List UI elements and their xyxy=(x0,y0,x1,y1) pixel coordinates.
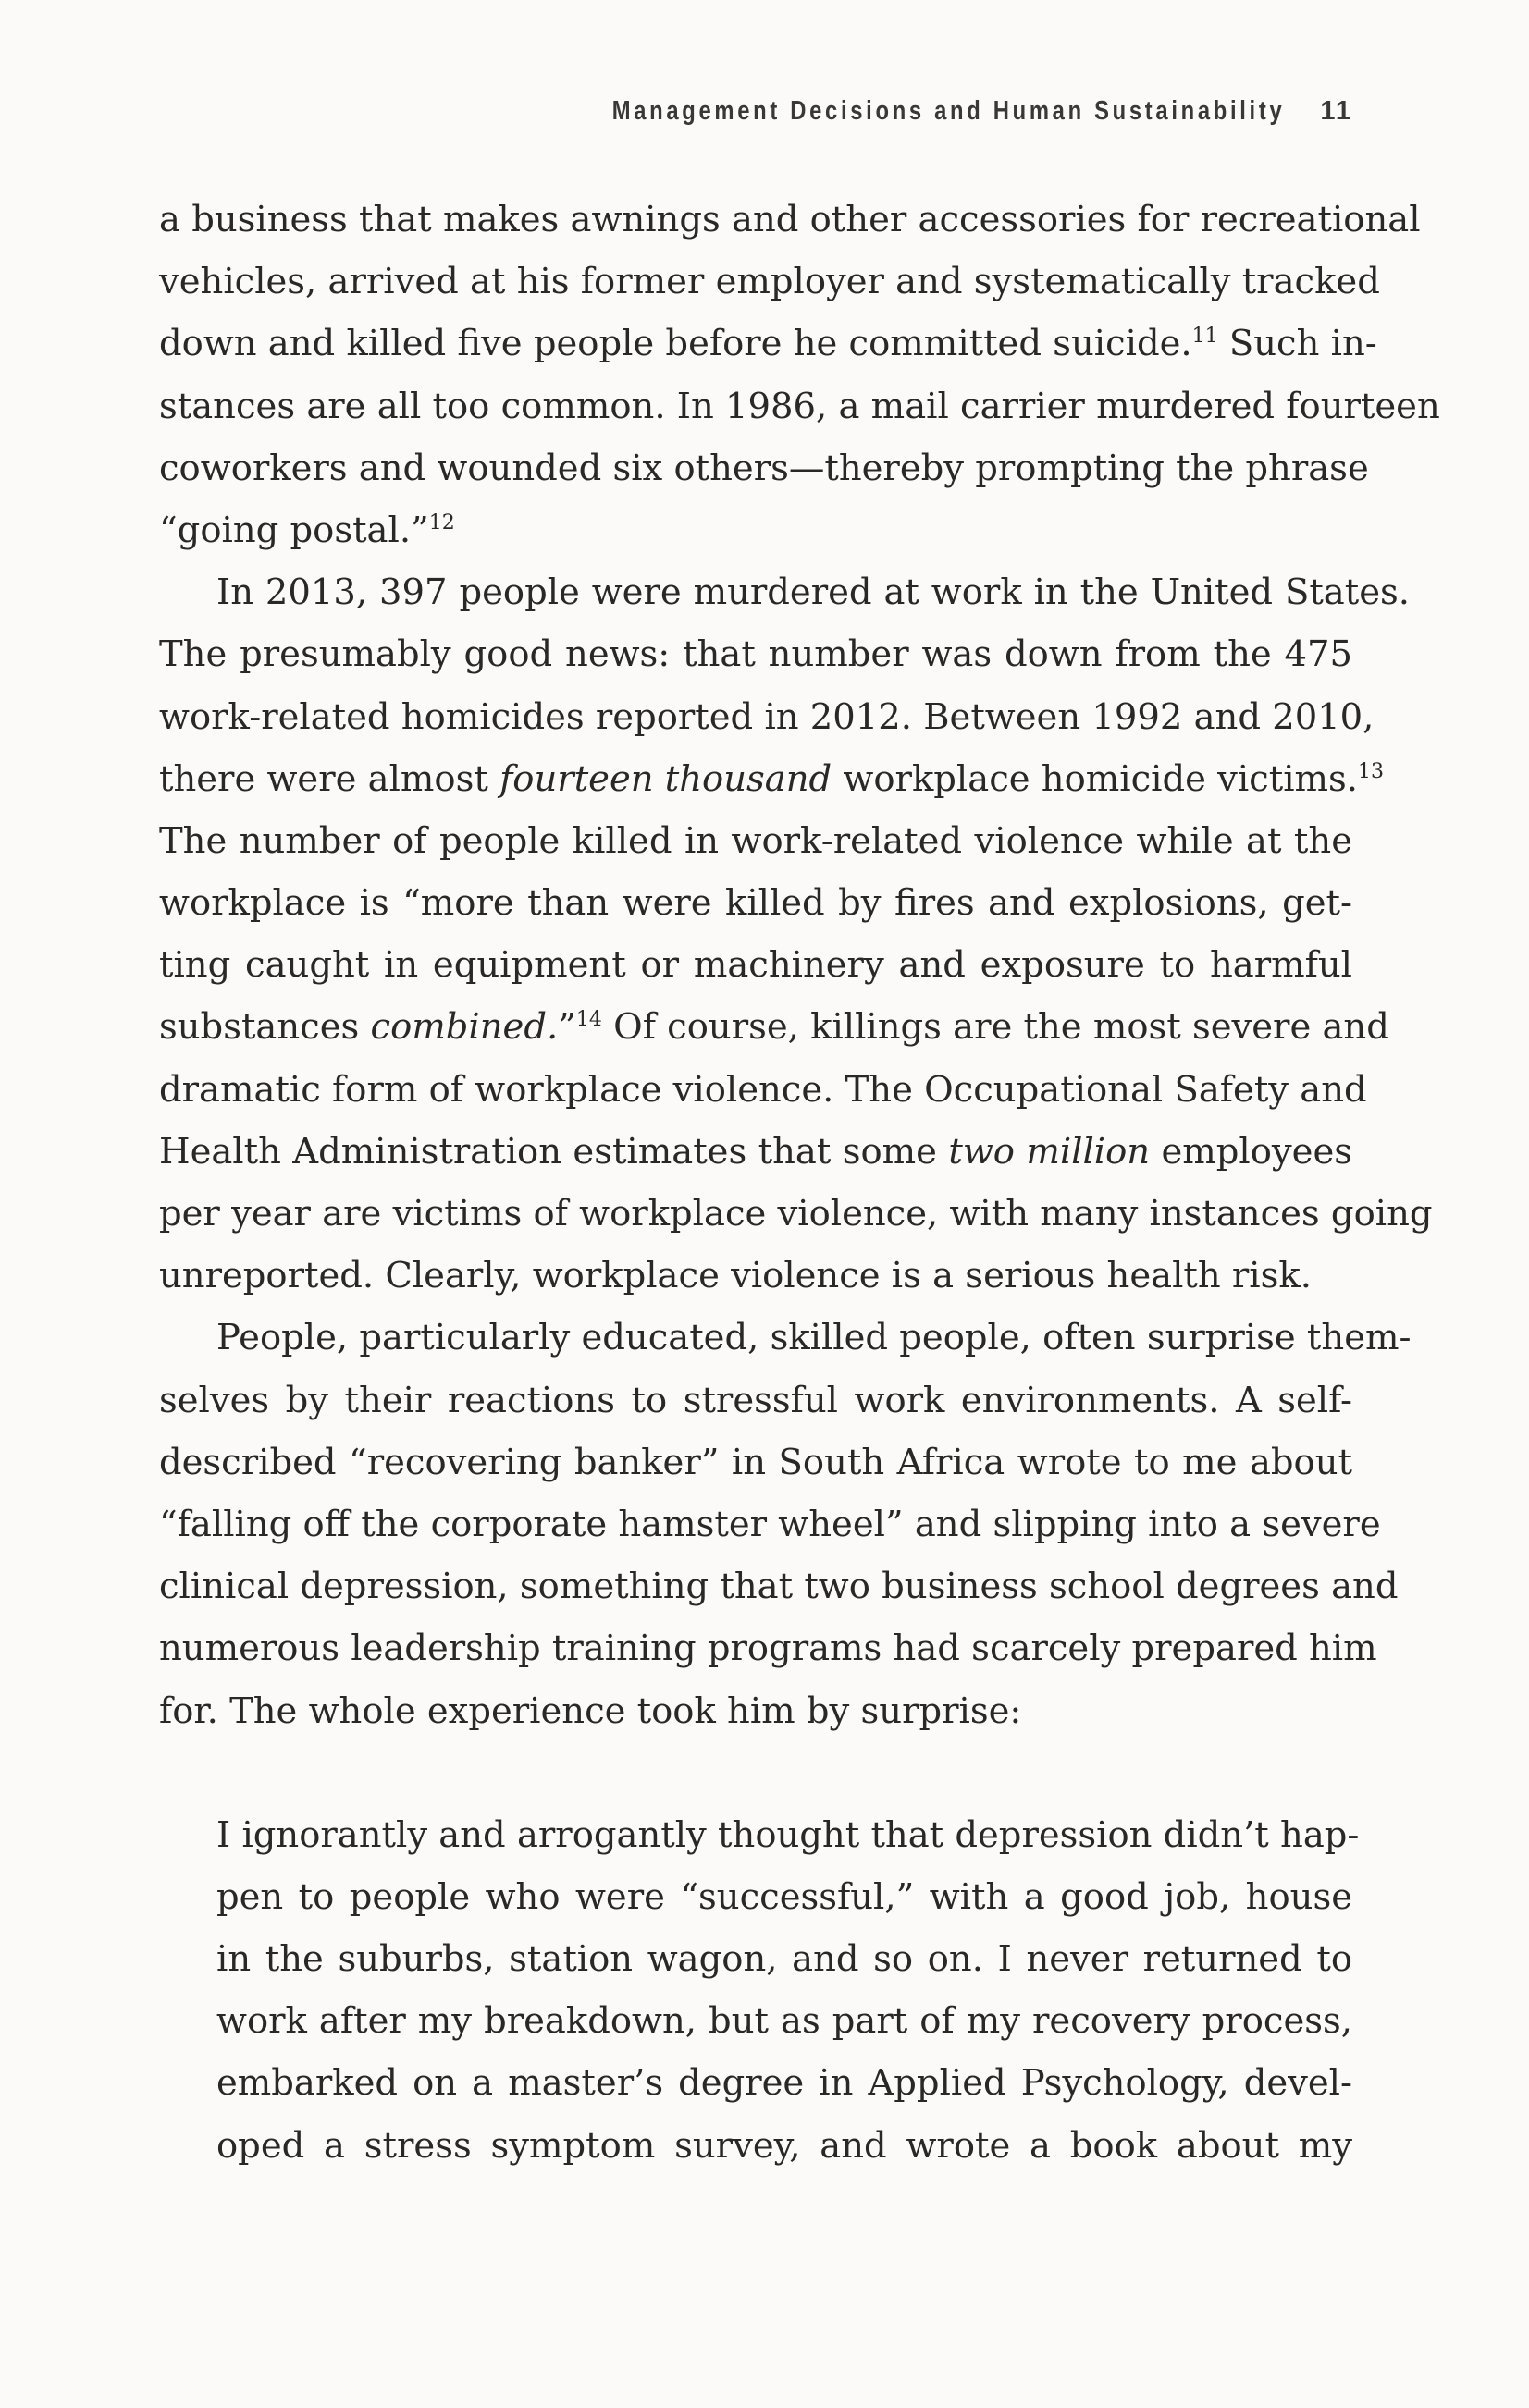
text-line xyxy=(159,623,1352,685)
text-line xyxy=(216,1804,1360,1866)
footnote-marker: 13 xyxy=(1358,759,1385,783)
text-line xyxy=(159,561,1410,623)
text-run: workplace is “more than were killed by fires and explosions, get- xyxy=(159,882,1352,925)
text-line xyxy=(159,686,1375,748)
text-line xyxy=(216,1928,1352,1990)
text-line xyxy=(159,934,1352,996)
paragraph xyxy=(159,189,1440,561)
text-run: workplace homicide victims. xyxy=(832,757,1359,800)
text-run: for. The whole experience took him by surprise: xyxy=(159,1689,1022,1732)
text-line xyxy=(159,810,1352,872)
text-run: clinical depression, something that two business school degrees and xyxy=(159,1566,1399,1608)
paragraph xyxy=(159,561,1433,1307)
text-run: in the suburbs, station wagon, and so on. I never returned to xyxy=(216,1938,1352,1981)
text-line xyxy=(159,1617,1377,1679)
text-run: The number of people killed in work-related violence while at the xyxy=(159,819,1352,862)
text-line xyxy=(159,872,1352,934)
text-line xyxy=(159,748,1385,810)
text-line xyxy=(159,499,1352,561)
text-run: Of course, killings are the most severe and xyxy=(601,1006,1389,1049)
text-run: stances are all too common. In 1986, a mail carrier murdered fourteen xyxy=(159,385,1440,427)
text-run: “going postal.” xyxy=(159,509,429,551)
text-run: coworkers and wounded six others—thereby prompting the phrase xyxy=(159,447,1369,489)
text-line xyxy=(159,1370,1352,1431)
text-run: work-related homicides reported in 2012. Between 1992 and 2010, xyxy=(159,695,1375,738)
text-line xyxy=(159,1680,1352,1742)
text-run: described “recovering banker” in South Africa wrote to me about xyxy=(159,1441,1352,1483)
text-run: substances xyxy=(159,1006,371,1049)
text-run: The presumably good news: that number was down from the 475 xyxy=(159,633,1352,676)
text-line xyxy=(159,313,1377,375)
text-line xyxy=(216,1990,1352,2052)
footnote-marker: 11 xyxy=(1191,325,1218,349)
text-run: work after my breakdown, but as part of my recovery process, xyxy=(216,2000,1352,2043)
text-line xyxy=(159,1183,1433,1245)
text-run: People, particularly educated, skilled people, often surprise them- xyxy=(216,1317,1412,1359)
block-quote xyxy=(159,1804,1360,2177)
text-run: pen to people who were “successful,” with a good job, house xyxy=(216,1875,1352,1918)
text-run: ” xyxy=(558,1006,576,1049)
paragraph xyxy=(159,1307,1412,1741)
text-run: a business that makes awnings and other accessories for recreational xyxy=(159,199,1421,240)
text-run: “falling off the corporate hamster wheel” and slipping into a severe xyxy=(159,1503,1381,1545)
page-number: 11 xyxy=(1320,96,1352,126)
footnote-marker: 12 xyxy=(428,510,455,534)
text-run: numerous leadership training programs had scarcely prepared him xyxy=(159,1628,1377,1670)
text-line xyxy=(159,375,1440,437)
text-line xyxy=(159,1245,1352,1307)
text-line xyxy=(159,1431,1352,1493)
running-head-title: Management Decisions and Human Sustainability xyxy=(611,96,1286,126)
text-line xyxy=(216,2052,1352,2114)
emphasis-text: combined. xyxy=(370,1006,559,1049)
running-head xyxy=(159,96,1352,137)
text-run: employees xyxy=(1150,1130,1352,1173)
text-run: per year are victims of workplace violence, with many instances going xyxy=(159,1193,1433,1235)
text-run: oped a stress symptom survey, and wrote a book about my xyxy=(216,2124,1352,2167)
text-line xyxy=(216,1866,1352,1928)
text-run: vehicles, arrived at his former employer and systematically tracked xyxy=(159,261,1380,303)
text-run: down and killed five people before he committed suicide. xyxy=(159,323,1192,365)
text-line xyxy=(216,2115,1352,2177)
text-run: dramatic form of workplace violence. The Occupational Safety and xyxy=(159,1068,1367,1111)
text-line xyxy=(159,996,1389,1058)
text-line xyxy=(159,1121,1352,1183)
text-run: Such in- xyxy=(1217,323,1377,365)
text-line xyxy=(159,1555,1399,1617)
text-run: embarked on a master’s degree in Applied Psychology, devel- xyxy=(216,2062,1352,2105)
text-line xyxy=(159,1059,1367,1121)
text-run: I ignorantly and arrogantly thought that depression didn’t hap- xyxy=(216,1813,1360,1856)
text-line xyxy=(159,437,1369,499)
text-run: selves by their reactions to stressful work environments. A self- xyxy=(159,1379,1352,1421)
footnote-marker: 14 xyxy=(575,1008,602,1032)
body-text xyxy=(159,189,1440,2177)
text-run: In 2013, 397 people were murdered at work in the United States. xyxy=(216,571,1410,614)
text-line xyxy=(159,1493,1381,1555)
text-line xyxy=(159,251,1380,313)
emphasis-text: fourteen thousand xyxy=(499,757,832,800)
text-run: there were almost xyxy=(159,757,500,800)
text-line xyxy=(159,189,1421,251)
text-run: ting caught in equipment or machinery and exposure to harmful xyxy=(159,944,1352,987)
text-run: unreported. Clearly, workplace violence is a serious health risk. xyxy=(159,1255,1312,1297)
text-line xyxy=(159,1307,1410,1369)
emphasis-text: two million xyxy=(948,1130,1151,1173)
text-run: Health Administration estimates that some xyxy=(159,1130,949,1173)
